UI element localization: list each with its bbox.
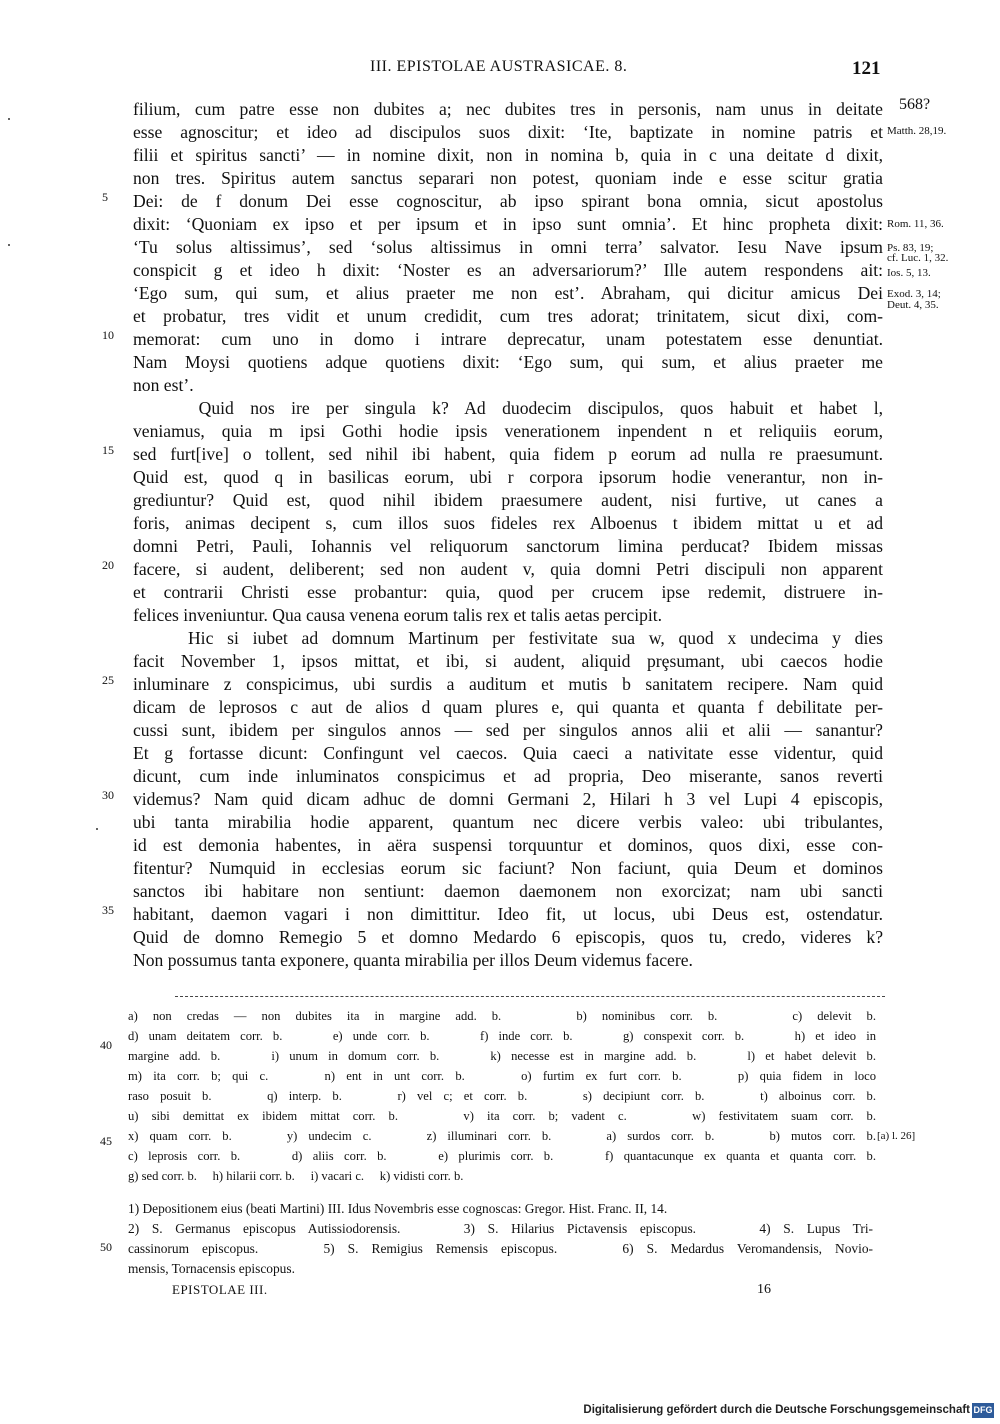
line-number: 20 [102, 558, 114, 572]
text-line: et contrarii Christi esse probantur: quia, quod per crucem ipse redemit, distruere in- [133, 582, 883, 602]
text-line: videmus? Nam quid dicam adhuc de domni Germani 2, Hilari h 3 vel Lupi 4 episcopis, [133, 789, 883, 809]
text-line: non est’. [133, 375, 194, 395]
text-line: memorat: cum uno in domo i intrare deprecatur, unam potestatem esse denuntiat. [133, 329, 883, 349]
line-number: 50 [100, 1240, 112, 1254]
text-line: Et g fortasse dicunt: Confingunt vel caecos. Quia caeci a nativitate esse videntur, quid [133, 743, 883, 763]
historical-note: 2) S. Germanus episcopus Autissiodorensis. 3) S. Hilarius Pictavensis episcopus. 4) S. Lupus Tri- [128, 1221, 873, 1236]
text-line: ‘Tu solus altissimus’, sed ‘solus altissimus in omni terra’ salvator. Iesu Nave ipsum [133, 237, 883, 257]
text-line: Nam Moysi quotiens adque quotiens dixit: ‘Ego sum, qui sum, et alius praeter me [133, 352, 883, 372]
text-line: non tres. Spiritus autem sanctus separari non potest, quoniam inde e esse scitur gratia [133, 168, 883, 188]
text-line: Quid nos ire per singula k? Ad duodecim discipulos, quos habuit et habet l, [133, 398, 883, 418]
text-line: dicam de leprosos c aut de alios d quam plures e, qui quanta et quanta f debilitate per- [133, 697, 883, 717]
historical-note: mensis, Tornacensis episcopus. [128, 1261, 295, 1276]
text-line: felices inveniuntur. Qua causa venena eorum talis rex et talis aetas percipit. [133, 605, 663, 625]
apparatus-line: g) sed corr. b. h) hilarii corr. b. i) vacari c. k) vidisti corr. b. [128, 1169, 464, 1183]
margin-note: Exod. 3, 14; [887, 288, 941, 300]
apparatus-line: u) sibi demittat ex ibidem mittat corr. b. v) ita corr. b; vadent c. w) festivitatem suam corr. b. [128, 1109, 876, 1123]
apparatus-margin: [a) l. 26] [877, 1130, 916, 1142]
line-number: 30 [102, 788, 114, 802]
text-line: habitant, daemon vagari i non dimittitur. Ideo fit, ut locus, ubi Deus est, ostendatur. [133, 904, 883, 924]
historical-note: 1) Depositionem eius (beati Martini) III. Idus Novembris esse cognoscas: Gregor. Hist. Franc. II, 14. [128, 1201, 668, 1216]
text-line: inluminare z conspicimus, ubi surdis a auditum et mutis b sanitatem recipere. Nam quid [133, 674, 883, 694]
footer-signature: 16 [757, 1282, 771, 1297]
text-line: facit November 1, ipsos mittat, et ibi, si audent, aliquid prȩsumant, ubi caecos hodie [133, 651, 883, 671]
text-line: conspicit g et ideo h dixit: ‘Noster es an adversariorum?’ Ille autem respondens ait: [133, 260, 883, 280]
text-line: Hic si iubet ad domnum Martinum per festivitate sua w, quod x undecima y dies [133, 628, 883, 648]
text-line: et probatur, tres vidit et unum credidit, cum tres adorat; trinitatem, sicut dixi, com- [133, 306, 883, 326]
text-line: facere, si audent, deliberent; sed non audent v, quia domni Petri discipuli non apparent [133, 559, 883, 579]
text-line: sed furt[ive] o tollent, sed nihil ibi habent, quia fidem p eorum ad nulla re praesumunt. [133, 444, 883, 464]
text-line: sanctos ibi habitare non sentiunt: daemon daemonem non exorcizat; nam ubi sancti [133, 881, 883, 901]
apparatus-line: m) ita corr. b; qui c. n) ent in unt corr. b. o) furtim ex furt corr. b. p) quia fidem in loco [128, 1069, 876, 1083]
margin-note: Matth. 28,19. [887, 125, 947, 137]
apparatus-line: d) unam deitatem corr. b. e) unde corr. b. f) inde corr. b. g) conspexit corr. b. h) et ideo in [128, 1029, 876, 1043]
text-line: veniamus, quia m ipsi Gothi hodie ipsis venerationem inpendent n et reliquiis eorum, [133, 421, 883, 441]
text-line: id est demonia habentes, in aëra suspensi torquuntur et dominos, quos dixi, esse con- [133, 835, 883, 855]
historical-note: cassinorum episcopus. 5) S. Remigius Remensis episcopus. 6) S. Medardus Veromandensis, Novio- [128, 1241, 873, 1256]
footer-left: EPISTOLAE III. [172, 1282, 268, 1297]
apparatus-line: raso posuit b. q) interp. b. r) vel c; et corr. b. s) decipiunt corr. b. t) alboinus corr. b. [128, 1089, 876, 1103]
line-number: 35 [102, 903, 114, 917]
margin-note: cf. Luc. 1, 32. [887, 252, 949, 264]
text-line: filium, cum patre esse non dubites a; nec dubites tres in personis, nam unus in deitate [133, 99, 883, 119]
apparatus-line: margine add. b. i) unum in domum corr. b. k) necesse est in margine add. b. l) et habet delevit b. [128, 1049, 876, 1063]
page-number: 121 [852, 58, 881, 79]
text-line: Quid de domno Remegio 5 et domno Medardo 6 episcopis, quos tu, credo, videres k? [133, 927, 883, 947]
line-number: 5 [102, 190, 108, 204]
text-line: grediuntur? Quid est, quod nihil ibidem praesumere audent, nisi furtive, ut canes a [133, 490, 883, 510]
apparatus-line: x) quam corr. b. y) undecim c. z) illuminari corr. b. a) surdos corr. b. b) mutos corr. b. [128, 1129, 876, 1143]
dfg-logo: DFG [972, 1403, 994, 1418]
text-line: Non possumus tanta exponere, quanta mirabilia per illos Deum videmus facere. [133, 950, 693, 970]
text-line: dicunt, cum inde inluminatos conspicimus et ad propria, Deo miserante, sanos reverti [133, 766, 883, 786]
margin-note: Rom. 11, 36. [887, 218, 944, 230]
margin-note: Ios. 5, 13. [887, 267, 931, 279]
apparatus-line: c) leprosis corr. b. d) aliis corr. b. e) plurimis corr. b. f) quantacunque ex quanta et quanta corr. b. [128, 1149, 876, 1163]
text-line: Dei: de f donum Dei esse cognoscitur, ab ipso spirant bona omnia, sicut apostolus [133, 191, 883, 211]
margin-note: Ps. 83, 19; [887, 242, 934, 254]
line-number: 40 [100, 1038, 112, 1052]
footnote-rule [175, 996, 885, 997]
text-line: Quid est, quod q in basilicas eorum, ubi r corpora ipsorum hodie venerantur, non in- [133, 467, 883, 487]
margin-note: 568? [899, 96, 931, 113]
text-line: fitentur? Numquid in ecclesias eorum sic faciunt? Non faciunt, quia Deum et dominos [133, 858, 883, 878]
text-line: dixit: ‘Quoniam ex ipso et per ipsum et in ipso sunt omnia’. Et hinc propheta dixit: [133, 214, 883, 234]
line-number: 10 [102, 328, 114, 342]
margin-note: Deut. 4, 35. [887, 299, 939, 311]
text-line: cussi sunt, ibidem per singulos annos — sed per singulos annos alii et alii — sanantur? [133, 720, 883, 740]
running-head: III. EPISTOLAE AUSTRASICAE. 8. [370, 58, 628, 75]
apparatus-line: a) non credas — non dubites ita in margine add. b. b) nominibus corr. b. c) delevit b. [128, 1009, 876, 1023]
text-line: foris, animas decipent s, cum illos suos fideles rex Alboenus t ibidem mittat u et ad [133, 513, 883, 533]
text-line: esse agnoscitur; et ideo ad discipulos suos dixit: ‘Ite, baptizate in nomine patris et [133, 122, 883, 142]
text-line: domni Petri, Pauli, Iohannis vel reliquorum sanctorum limina perducat? Ibidem missas [133, 536, 883, 556]
text-line: filii et spiritus sancti’ — in nomine dixit, non in nomina b, quia in c una deitate d dixit, [133, 145, 883, 165]
credit-line: Digitalisierung gefördert durch die Deutsche Forschungsgemeinschaft [583, 1404, 970, 1416]
line-number: 15 [102, 443, 114, 457]
text-line: ubi tanta mirabilia hodie apparent, quantum nec dicere verbis valeo: ubi tribulantes, [133, 812, 883, 832]
text-line: ‘Ego sum, qui sum, et alius praeter me non est’. Abraham, qui dicitur amicus Dei [133, 283, 883, 303]
line-number: 45 [100, 1134, 112, 1148]
line-number: 25 [102, 673, 114, 687]
